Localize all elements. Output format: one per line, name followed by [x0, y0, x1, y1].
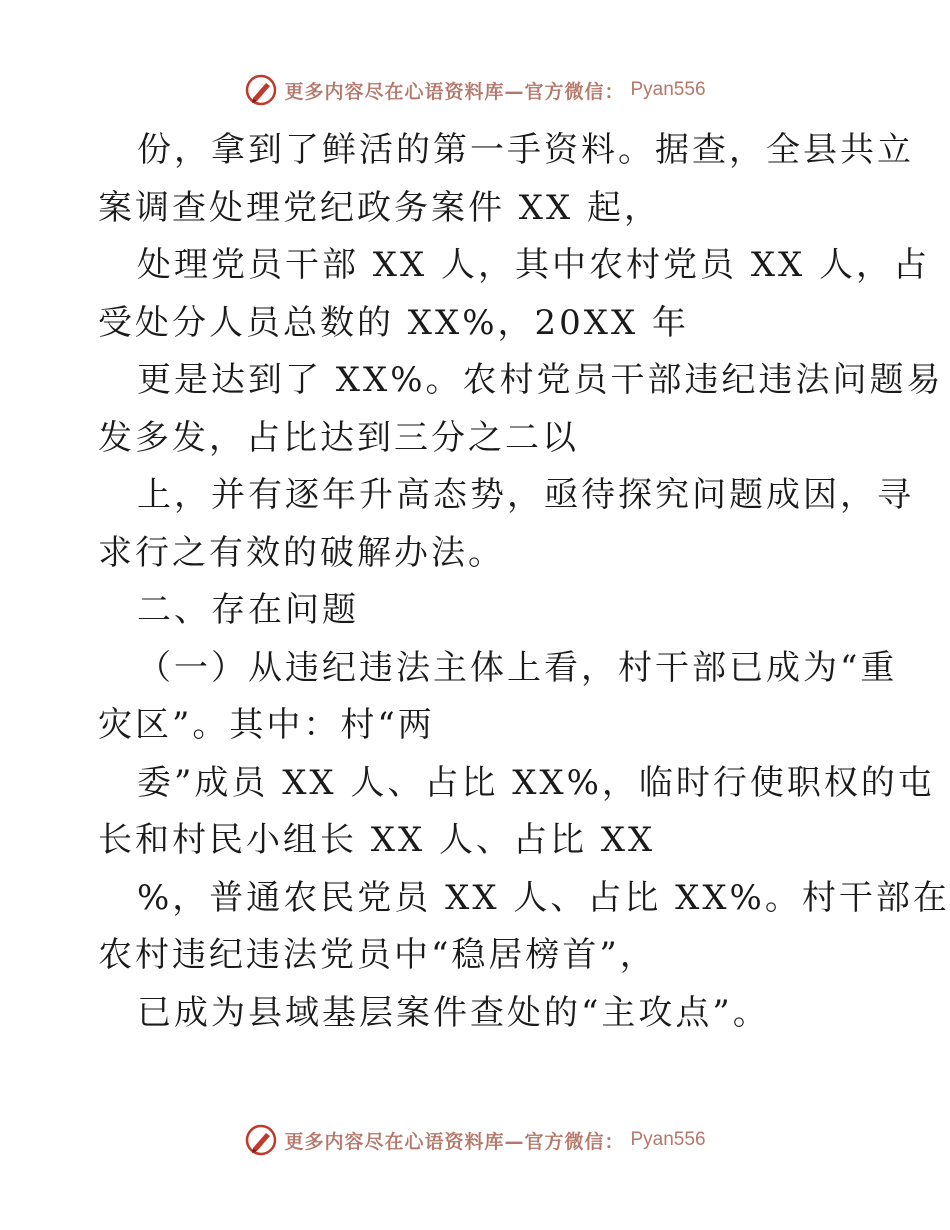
text-line: 份，拿到了鲜活的第一手资料。据查，全县共立: [137, 130, 914, 170]
text-line: %，普通农民党员 XX 人、占比 XX%。村干部在: [137, 877, 950, 918]
document-body: [98, 122, 950, 1042]
pen-logo-icon: [244, 1123, 278, 1157]
pen-logo-icon: [244, 73, 278, 107]
section-heading: 二、存在问题: [137, 590, 359, 630]
text-line: 受处分人员总数的 XX%，20XX 年: [98, 302, 690, 343]
watermark-text: 更多内容尽在心语资料库—官方微信：: [284, 80, 625, 103]
text-line: 长和村民小组长 XX 人、占比 XX: [98, 820, 656, 860]
text-line: 发多发，占比达到三分之二以: [98, 417, 579, 458]
text-line: 上，并有逐年升高态势，亟待探究问题成因，寻: [137, 475, 914, 515]
text-line: 更是达到了 XX%。农村党员干部违纪违法问题易: [137, 360, 944, 400]
header-watermark: [0, 70, 950, 110]
text-line: 求行之有效的破解办法。: [98, 532, 505, 573]
watermark-wechat-id: Pyan556: [630, 79, 706, 100]
text-line: 已成为县域基层案件查处的“主攻点”。: [137, 992, 770, 1033]
text-line: （一）从违纪违法主体上看，村干部已成为“重: [137, 647, 898, 688]
watermark-text: 更多内容尽在心语资料库—官方微信：: [284, 1130, 625, 1153]
text-line: 农村违纪违法党员中“稳居榜首”，: [98, 935, 657, 975]
text-line: 处理党员干部 XX 人，其中农村党员 XX 人，占: [137, 245, 931, 285]
text-line: 委”成员 XX 人、占比 XX%，临时行使职权的屯: [137, 762, 935, 803]
footer-watermark: [0, 1120, 950, 1160]
text-line: 灾区”。其中：村“两: [98, 705, 435, 745]
text-line: 案调查处理党纪政务案件 XX 起，: [98, 187, 662, 228]
watermark-wechat-id: Pyan556: [630, 1129, 706, 1150]
